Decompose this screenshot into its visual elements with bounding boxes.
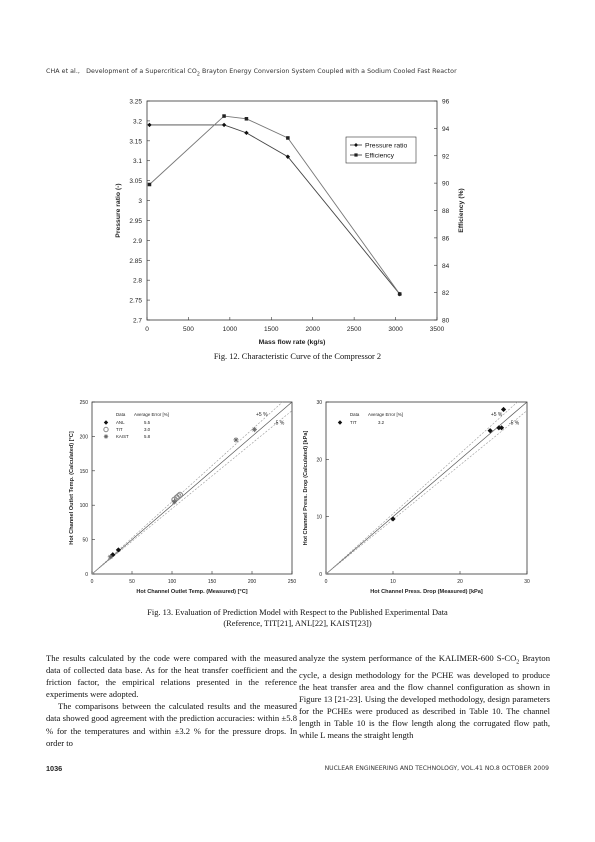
legend-marker <box>104 427 108 431</box>
legend-marker <box>354 153 357 156</box>
legend-header-error: Average Error [%] <box>368 412 403 417</box>
y-tick-label: 30 <box>316 400 322 406</box>
y-tick-label: 3.15 <box>129 138 142 146</box>
x-tick-label: 200 <box>247 579 257 585</box>
x-tick-label: 100 <box>167 579 177 585</box>
legend-series-error: 5.5 <box>144 420 151 425</box>
data-point-efficiency <box>245 117 249 121</box>
journal-footer: NUCLEAR ENGINEERING AND TECHNOLOGY, VOL.41 NO.8 OCTOBER 2009 <box>324 765 549 772</box>
legend-marker <box>104 420 108 424</box>
y2-axis-label: Efficiency (%) <box>458 188 465 233</box>
legend-series-error: 3.0 <box>144 427 151 432</box>
data-point-kaist <box>252 427 257 432</box>
legend-series-error: 5.8 <box>144 434 151 439</box>
header-title-post: Brayton Energy Conversion System Coupled with a Sodium Cooled Fast Reactor <box>199 68 457 75</box>
x-tick-label: 3000 <box>388 326 403 333</box>
x-axis-label: Mass flow rate (kg/s) <box>258 339 326 346</box>
x-tick-label: 50 <box>129 579 135 585</box>
y-tick-label: 3.1 <box>132 158 142 166</box>
y2-tick-label: 90 <box>442 180 450 188</box>
minus-5-percent-line <box>326 411 527 574</box>
x-tick-label: 0 <box>324 579 328 585</box>
figure-12-chart <box>100 90 480 350</box>
left-column <box>46 652 297 749</box>
plus-5-percent-line <box>326 402 517 574</box>
x-axis-label: Hot Channel Press. Drop (Measured) [kPa] <box>370 589 483 595</box>
legend-series-name: TIT <box>116 427 123 432</box>
data-point-kaist <box>108 554 113 559</box>
y-tick-label: 2.7 <box>132 317 142 325</box>
y-axis-label: Hot Channel Press. Drop (Calculated) [kPa] <box>303 430 309 546</box>
y-tick-label: 2.75 <box>129 297 142 305</box>
x-tick-label: 20 <box>457 579 463 585</box>
y2-tick-label: 86 <box>442 235 450 243</box>
y-tick-label: 2.8 <box>132 277 142 285</box>
legend-label: Pressure ratio <box>365 142 408 150</box>
x-tick-label: 1500 <box>264 326 279 333</box>
x-tick-label: 150 <box>207 579 217 585</box>
y-tick-label: 3.25 <box>129 98 142 106</box>
y-tick-label: 250 <box>79 400 88 406</box>
header-title-sub: 2 <box>196 72 200 78</box>
y-tick-label: 0 <box>85 572 88 578</box>
header-title-pre: Development of a Supercritical CO <box>86 68 197 75</box>
y-tick-label: 2.95 <box>129 217 142 225</box>
x-tick-label: 1000 <box>222 326 238 333</box>
legend-series-name: KAIST <box>116 434 129 439</box>
legend-header-data: Data <box>116 412 126 417</box>
right-paragraph-1-a: analyze the system performance of the KALIMER-600 S-CO <box>299 653 517 663</box>
figure-12-caption: Fig. 12. Characteristic Curve of the Compressor 2 <box>213 352 382 361</box>
x-tick-label: 2500 <box>346 326 362 333</box>
right-paragraph-1-sub: 2 <box>516 659 520 666</box>
y2-tick-label: 96 <box>442 98 450 106</box>
header-authors: CHA et al., <box>46 68 80 75</box>
y-tick-label: 150 <box>79 468 88 475</box>
y-tick-label: 100 <box>79 503 88 510</box>
y2-tick-label: 94 <box>442 125 450 133</box>
y2-tick-label: 92 <box>442 153 450 161</box>
y-tick-label: 20 <box>316 457 322 464</box>
plus-5-percent-label: +5 % <box>256 411 268 418</box>
data-point-efficiency <box>398 292 402 296</box>
data-point-kaist <box>172 499 177 504</box>
legend-marker <box>104 434 108 438</box>
x-tick-label: 3500 <box>429 326 445 333</box>
left-paragraph-2: The comparisons between the calculated results and the measured data showed good agreement with the prediction accuracies: within ±5.8 % for the temperatures and within ±3.2 % for the pressure drops. In order to <box>46 701 297 748</box>
y-tick-label: 3.2 <box>132 118 142 126</box>
x-tick-label: 30 <box>524 579 530 585</box>
data-point-efficiency <box>148 183 152 187</box>
right-paragraph-1-b: Brayton cycle, a design methodology for the PCHE was developed to produce the heat transfer area and the flow channel configuration as shown in Figure 13 [21-23]. Using the developed methodology, design parameters for the PCHEs were produced as described in Table 10. The channel length in Table 10 is the flow length along the corrugated flow path, while L means the straight length <box>299 653 551 741</box>
data-point-pressure-ratio <box>222 123 226 127</box>
legend-series-name: ANL <box>116 420 125 425</box>
y-tick-label: 200 <box>79 434 88 441</box>
data-point-pressure-ratio <box>147 123 151 127</box>
y2-tick-label: 82 <box>442 290 450 298</box>
x-tick-label: 10 <box>390 579 396 585</box>
y-axis-label: Pressure ratio (-) <box>115 183 122 238</box>
left-paragraph-1: The results calculated by the code were compared with the measured data of collected data base. As for the heat transfer coefficient and the friction factor, the empirical relations presented in the reference experiments were adopted. <box>46 653 297 700</box>
data-point-pressure-ratio <box>244 131 248 135</box>
x-tick-label: 2000 <box>305 326 320 333</box>
y-axis-label: Hot Channel Outlet Temp. (Calculated) [°C] <box>69 431 75 545</box>
legend-series-error: 3.2 <box>378 420 385 425</box>
y-tick-label: 2.9 <box>132 237 142 245</box>
data-point-tit <box>488 428 493 433</box>
minus-5-percent-label: -5 % <box>274 420 285 427</box>
x-tick-label: 250 <box>287 579 297 585</box>
plus-5-percent-label: +5 % <box>490 411 503 418</box>
figure-13-temperature-chart <box>52 394 302 604</box>
page-number: 1036 <box>46 764 63 773</box>
y2-tick-label: 88 <box>442 208 450 215</box>
y-tick-label: 10 <box>316 514 322 521</box>
x-axis-label: Hot Channel Outlet Temp. (Measured) [°C] <box>136 589 248 595</box>
y2-tick-label: 80 <box>442 317 450 325</box>
data-point-efficiency <box>286 136 290 140</box>
y-tick-label: 3.05 <box>129 178 142 186</box>
figure-13-caption-line2: (Reference, TIT[21], ANL[22], KAIST[23]) <box>223 618 372 628</box>
figure-13-caption-line1: Fig. 13. Evaluation of Prediction Model with Respect to the Published Experimental Data <box>147 608 448 617</box>
figure-13-pressure-chart <box>288 394 543 604</box>
figure-13-caption <box>0 608 595 629</box>
right-paragraph-1 <box>299 652 550 741</box>
y-tick-label: 50 <box>82 537 88 544</box>
minus-5-percent-label: -5 % <box>508 420 520 427</box>
legend-marker <box>338 420 342 424</box>
x-tick-label: 0 <box>90 579 94 585</box>
y-tick-label: 3 <box>138 198 142 206</box>
legend-header-error: Average Error [%] <box>134 412 169 417</box>
legend-label: Efficiency <box>365 152 394 160</box>
running-header <box>46 68 457 77</box>
legend-header-data: Data <box>350 412 360 417</box>
legend-series-name: TIT <box>350 420 357 425</box>
y2-tick-label: 84 <box>442 262 450 270</box>
x-tick-label: 500 <box>182 326 194 333</box>
data-point-kaist <box>233 437 238 442</box>
y-tick-label: 2.85 <box>129 257 142 265</box>
right-column <box>299 652 550 741</box>
y-tick-label: 0 <box>319 572 322 578</box>
x-tick-label: 0 <box>145 326 149 333</box>
data-point-efficiency <box>222 114 226 118</box>
